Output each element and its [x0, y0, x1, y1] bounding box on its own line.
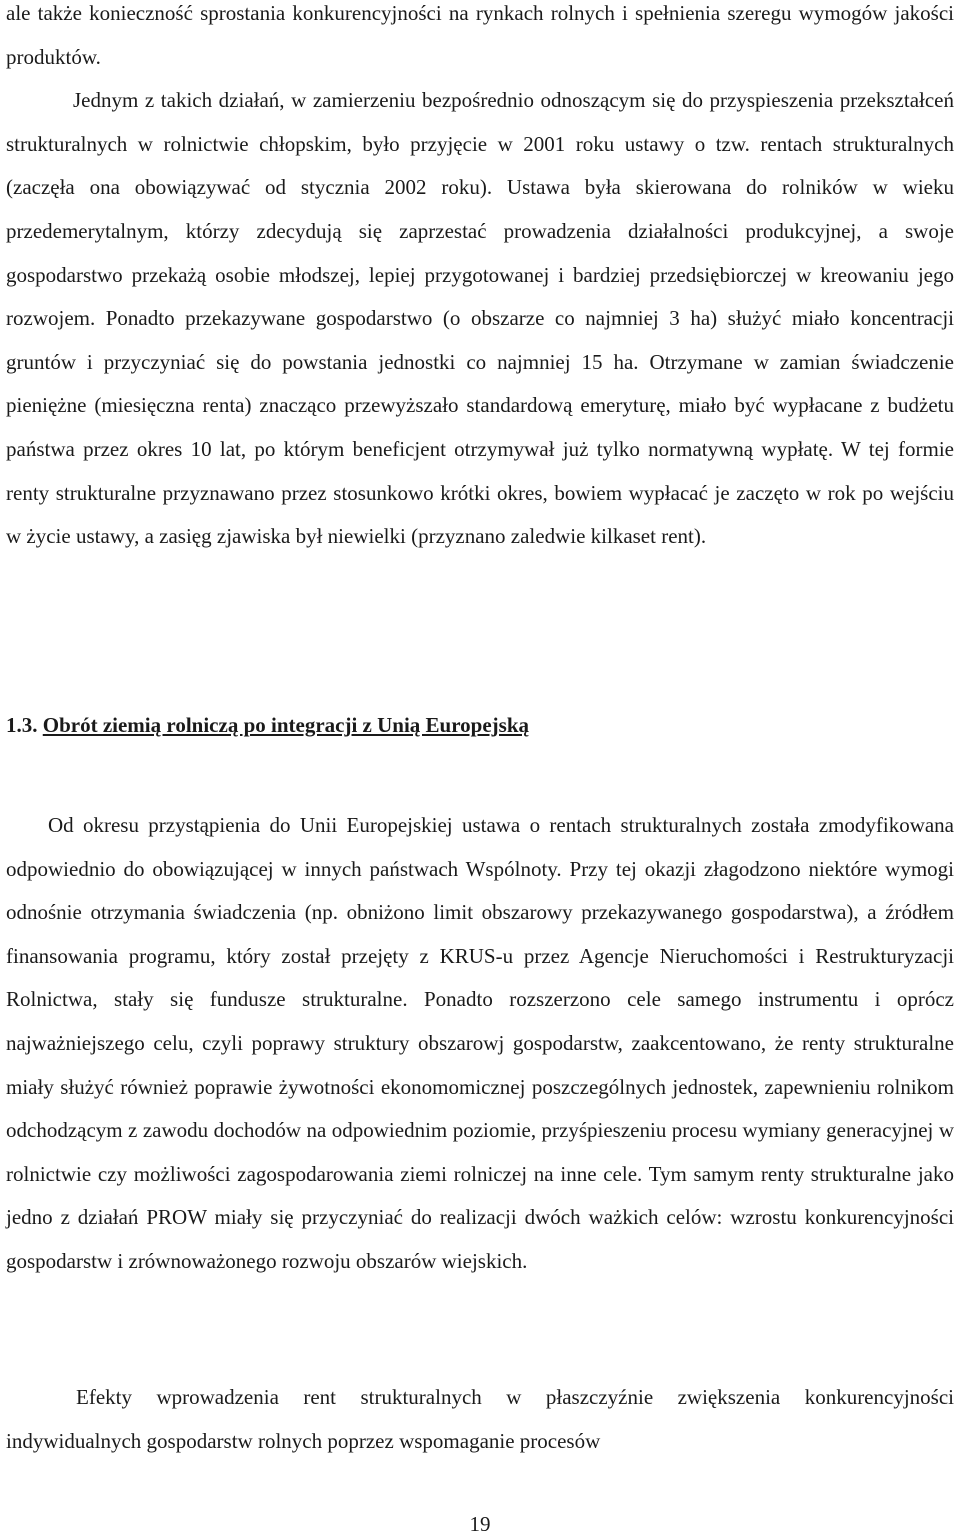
- paragraph-rent-structural-law: Jednym z takich działań, w zamierzeniu bezpośrednio odnoszącym się do przyspieszenia przekształceń strukturalnych w rolnictwie chłopskim, było przyjęcie w 2001 roku ustawy o tzw. rentach strukturalnych (zaczęła ona obowiązywać od stycznia 2002 roku). Ustawa była skierowana do rolników w wieku przedemerytalnym, którzy zdecydują się zaprzestać prowadzenia działalności produkcyjnej, a swoje gospodarstwo przekażą osobie młodszej, lepiej przygotowanej i bardziej przedsiębiorczej w kreowaniu jego rozwojem. Ponadto przekazywane gospodarstwo (o obszarze co najmniej 3 ha) służyć miało koncentracji gruntów i przyczyniać się do powstania jednostki co najmniej 15 ha. Otrzymane w zamian świadczenie pieniężne (miesięczna renta) znacząco przewyższało standardową emeryturę, miało być wypłacane z budżetu państwa przez okres 10 lat, po którym beneficjent otrzymywał już tylko normatywną wypłatę. W tej formie renty strukturalne przyznawano przez stosunkowo krótki okres, bowiem wypłacać je zaczęto w rok po wejściu w życie ustawy, a zasięg zjawiska był niewielki (przyznano zaledwie kilkaset rent).: [6, 88, 954, 549]
- paragraph-continuation: ale także konieczność sprostania konkurencyjności na rynkach rolnych i spełnienia szeregu wymogów jakości produktów.: [6, 1, 954, 69]
- body-paragraph-first: [6, 0, 954, 559]
- section-title: Obrót ziemią rolniczą po integracji z Unią Europejską: [42, 713, 530, 737]
- section-heading: [6, 704, 529, 747]
- body-paragraph-eu-integration: [6, 804, 954, 1284]
- page-number: 19: [469, 1512, 491, 1536]
- body-paragraph-effects: [6, 1376, 954, 1463]
- document-page: [6, 0, 954, 1537]
- section-number: 1.3.: [6, 713, 38, 737]
- paragraph-eu-text: Od okresu przystąpienia do Unii Europejskiej ustawa o rentach strukturalnych została zmodyfikowana odpowiednio do obowiązującej w innych państwach Wspólnoty. Przy tej okazji złagodzono niektóre wymogi odnośnie otrzymania świadczenia (np. obniżono limit obszarowy przekazywanego gospodarstwa), a źródłem finansowania programu, który został przejęty z KRUS-u przez Agencje Nieruchomości i Restrukturyzacji Rolnictwa, stały się fundusze strukturalne. Ponadto rozszerzono cele samego instrumentu i oprócz najważniejszego celu, czyli poprawy struktury obszarowj gospodarstw, zaakcentowano, że renty strukturalne miały służyć również poprawie żywotności ekonomomicznej poszczególnych jednostek, zapewnieniu rolnikom odchodzącym z zawodu dochodów na odpowiednim poziomie, przyśpieszeniu procesu wymiany generacyjnej w rolnictwie czy możliwości zagospodarowania ziemi rolniczej na inne cele. Tym samym renty strukturalne jako jedno z działań PROW miały się przyczyniać do realizacji dwóch ważkich celów: wzrostu konkurencyjności gospodarstw i zrównoważonego rozwoju obszarów wiejskich.: [6, 813, 954, 1273]
- paragraph-effects-text: Efekty wprowadzenia rent strukturalnych w płaszczyźnie zwiększenia konkurencyjności indywidualnych gospodarstw rolnych poprzez wspomaganie procesów: [6, 1385, 954, 1453]
